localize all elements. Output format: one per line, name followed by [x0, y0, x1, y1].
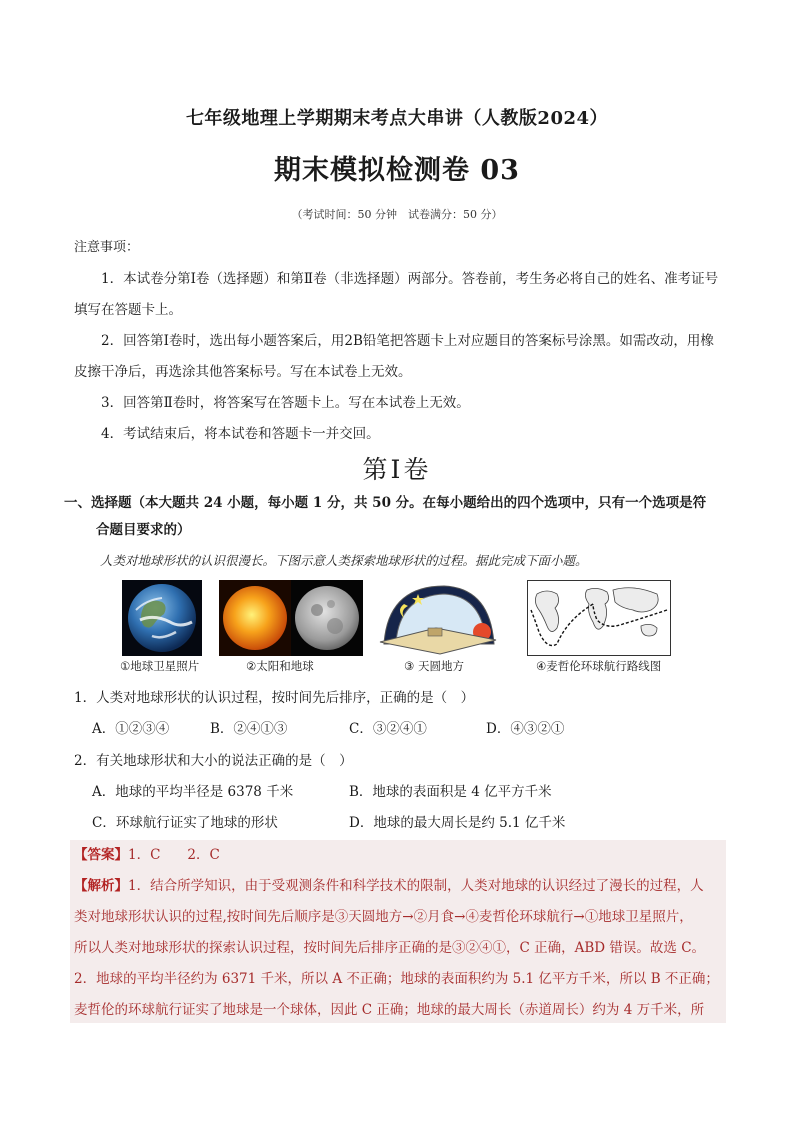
- note-item-4: 4．考试结束后，将本试卷和答题卡一并交回。: [101, 426, 380, 442]
- section-heading-line-2: 合题目要求的）: [96, 522, 191, 538]
- exam-meta: （考试时间：50 分钟 试卷满分：50 分）: [291, 208, 503, 221]
- answer-tag: 【答案】: [74, 847, 128, 863]
- figure-caption-4: ④麦哲伦环球航行路线图: [536, 659, 662, 673]
- figure-caption-3: ③ 天圆地方: [404, 659, 464, 673]
- question-2-option-a[interactable]: A．地球的平均半径是 6378 千米: [92, 784, 294, 800]
- figure-caption-2: ②太阳和地球: [246, 659, 314, 673]
- answer-line: [74, 843, 726, 863]
- analysis-line-1: [74, 874, 726, 894]
- volume-title: 第Ⅰ卷: [362, 455, 432, 484]
- section-heading: [64, 490, 728, 544]
- question-1-option-a[interactable]: A．①②③④: [92, 721, 170, 737]
- answer-highlight: [70, 840, 726, 1023]
- question-2-stem: 2．有关地球形状和大小的说法正确的是（ ）: [74, 753, 353, 769]
- note-item-3: 3．回答第Ⅱ卷时，将答案写在答题卡上。写在本试卷上无效。: [101, 395, 470, 411]
- world-route-map-icon: [527, 580, 671, 656]
- analysis-line-5: 麦哲伦的环球航行证实了地球是一个球体，因此 C 正确；地球的最大周长（赤道周长）约为 4 万千米，所: [74, 1002, 705, 1018]
- analysis-line-2: 类对地球形状认识的过程,按时间先后顺序是③天圆地方→②月食→④麦哲伦环球航行→①地球卫星照片，: [74, 909, 693, 925]
- analysis-line-3: 所以人类对地球形状的探索认识过程，按时间先后排序正确的是③②④①，C 正确，ABD 错误。故选 C。: [74, 940, 706, 956]
- material-text: 人类对地球形状的认识很漫长。下图示意人类探索地球形状的过程。据此完成下面小题。: [100, 553, 588, 568]
- round-sky-square-earth-icon: [378, 580, 498, 656]
- question-1-option-b[interactable]: B．②④①③: [210, 721, 288, 737]
- note-item-1: 1．本试卷分第Ⅰ卷（选择题）和第Ⅱ卷（非选择题）两部分。答卷前，考生务必将自己的姓名、准考证号填写在答题卡上。: [74, 271, 719, 318]
- answer-text: 1．C 2．C: [128, 847, 220, 863]
- question-1-stem: 1．人类对地球形状的认识过程，按时间先后排序，正确的是（ ）: [74, 690, 475, 706]
- note-item-2: 2．回答第Ⅰ卷时，选出每小题答案后，用2B铅笔把答题卡上对应题目的答案标号涂黑。如需改动，用橡皮擦干净后，再选涂其他答案标号。写在本试卷上无效。: [74, 333, 714, 380]
- analysis-text-1: 1．结合所学知识，由于受观测条件和科学技术的限制，人类对地球的认识经过了漫长的过程，人: [128, 878, 704, 894]
- analysis-line-4: 2．地球的平均半径约为 6371 千米，所以 A 不正确；地球的表面积约为 5.1 亿平方千米，所以 B 不正确；: [74, 971, 719, 987]
- exam-title: 期末模拟检测卷 03: [274, 155, 520, 186]
- question-2-option-c[interactable]: C．环球航行证实了地球的形状: [92, 815, 278, 831]
- earth-photo-icon: [122, 580, 202, 656]
- sun-moon-icon: [219, 580, 363, 656]
- question-1-option-c[interactable]: C．③②④①: [349, 721, 427, 737]
- analysis-tag: 【解析】: [74, 878, 128, 894]
- figure-caption-1: ①地球卫星照片: [120, 659, 200, 673]
- section-heading-line-1: 一、选择题（本大题共 24 小题，每小题 1 分，共 50 分。在每小题给出的四个选项中，只有一个选项是符: [64, 495, 707, 511]
- notes-heading: 注意事项：: [74, 240, 140, 255]
- question-1-option-d[interactable]: D．④③②①: [486, 721, 565, 737]
- question-2-option-b[interactable]: B．地球的表面积是 4 亿平方千米: [349, 784, 552, 800]
- series-title: 七年级地理上学期期末考点大串讲（人教版2024）: [185, 108, 609, 129]
- question-2-option-d[interactable]: D．地球的最大周长是约 5.1 亿千米: [349, 815, 566, 831]
